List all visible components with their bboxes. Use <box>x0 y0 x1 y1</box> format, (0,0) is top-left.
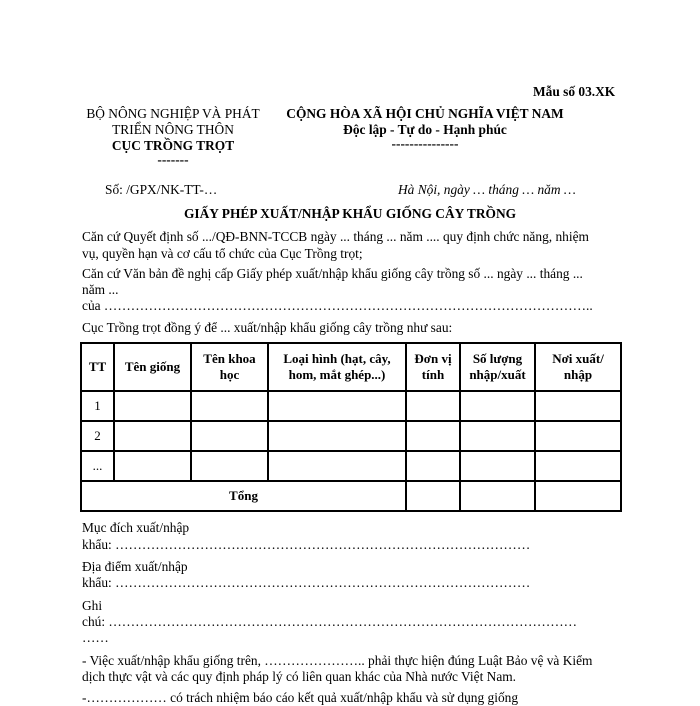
purpose-value: khẩu: ………………………………………………………………………………… <box>82 537 531 552</box>
location-label: Địa điểm xuất/nhập <box>82 559 188 574</box>
document-title: GIẤY PHÉP XUẤT/NHẬP KHẨU GIỐNG CÂY TRỒNG <box>183 206 517 221</box>
basis2-line1: Căn cứ Văn bản đề nghị cấp Giấy phép xuất/nhập khẩu giống cây trồng số ... ngày ... tháng ... <box>82 266 583 281</box>
ministry-line1: BỘ NÔNG NGHIỆP VÀ PHÁT <box>86 106 260 121</box>
issuer-divider: ------- <box>157 152 189 167</box>
motto: Độc lập - Tự do - Hạnh phúc <box>343 122 507 137</box>
note-value: chú: …………………………………………………………………………………………… <box>82 614 578 629</box>
agreement-statement: Cục Trồng trọt đồng ý để ... xuất/nhập khẩu giống cây trồng như sau: <box>82 320 453 335</box>
national-header <box>275 106 575 150</box>
country-name: CỘNG HÒA XÃ HỘI CHỦ NGHĨA VIỆT NAM <box>286 106 564 121</box>
col-header-scientific-name: Tên khoa học <box>191 343 268 391</box>
total-label: Tổng <box>81 481 406 511</box>
seed-table <box>80 342 622 512</box>
col-header-type: Loại hình (hạt, cây, hom, mắt ghép...) <box>268 343 406 391</box>
basis2-line2: năm ... <box>82 282 119 297</box>
agency-name: CỤC TRỒNG TRỌT <box>111 138 235 153</box>
form-code: Mẫu số 03.XK <box>533 84 616 99</box>
clause1-line2: dịch thực vật và các quy định pháp lý có liên quan khác của Nhà nước Việt Nam. <box>82 669 517 684</box>
basis1-line2: vụ, quyền hạn và cơ cấu tổ chức của Cục Trồng trọt; <box>82 246 363 261</box>
col-header-origin: Nơi xuất/ nhập <box>535 343 621 391</box>
issuer-header <box>78 106 268 166</box>
table-row <box>81 451 621 481</box>
purpose-label: Mục đích xuất/nhập <box>82 520 190 535</box>
row-number: 2 <box>81 421 114 451</box>
basis1-line1: Căn cứ Quyết định số .../QĐ-BNN-TCCB ngày ... tháng ... năm .... quy định chức năng, nhiệm <box>82 229 589 244</box>
motto-divider: --------------- <box>391 136 459 151</box>
row-number: ... <box>81 451 114 481</box>
col-header-tt: TT <box>81 343 114 391</box>
document-number: Số: /GPX/NK-TT-… <box>105 182 218 197</box>
col-header-variety: Tên giống <box>114 343 191 391</box>
ministry-line2: TRIỂN NÔNG THÔN <box>112 122 234 137</box>
location-value: khẩu: ………………………………………………………………………………… <box>82 575 531 590</box>
table-header-row <box>81 343 621 391</box>
note-continuation: …… <box>82 630 109 645</box>
row-number: 1 <box>81 391 114 421</box>
place-date: Hà Nội, ngày … tháng … năm … <box>398 182 576 197</box>
table-row <box>81 421 621 451</box>
table-total-row <box>81 481 621 511</box>
note-label: Ghi <box>82 598 103 613</box>
col-header-unit: Đơn vị tính <box>406 343 460 391</box>
clause2-partial: -……………… có trách nhiệm báo cáo kết quả xuất/nhập khẩu và sử dụng giống <box>82 690 519 705</box>
table-row <box>81 391 621 421</box>
basis2-line3: của ……………………………………………………………………………………………….. <box>82 298 593 313</box>
col-header-quantity: Số lượng nhập/xuất <box>460 343 535 391</box>
clause1-line1: - Việc xuất/nhập khẩu giống trên, ………………….. phải thực hiện đúng Luật Bảo vệ và Kiểm <box>82 653 593 668</box>
